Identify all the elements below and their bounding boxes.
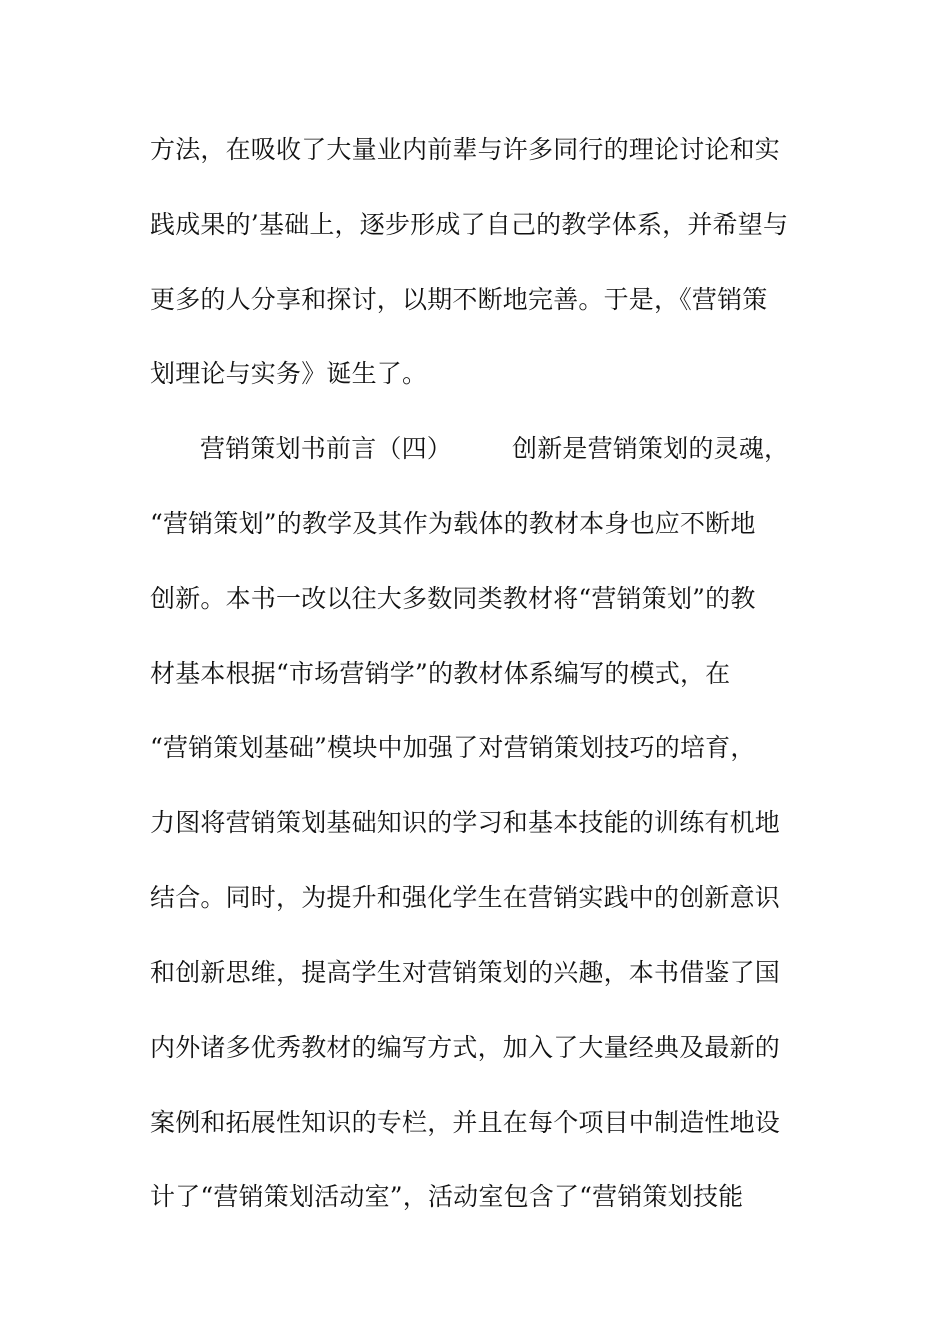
body-text-line: 结合。同时，为提升和强化学生在营销实践中的创新意识 — [150, 883, 781, 912]
body-text-line: 更多的人分享和探讨，以期不断地完善。于是，《营销策 — [150, 285, 768, 314]
body-text-line: 材基本根据“市场营销学”的教材体系编写的模式，在 — [150, 659, 731, 688]
section-heading: 营销策划书前言（四） — [200, 434, 453, 463]
section-first-sentence: 创新是营销策划的灵魂， — [512, 434, 790, 463]
body-text-line: “营销策划基础”模块中加强了对营销策划技巧的培育， — [150, 733, 756, 762]
section-intro-line — [200, 429, 860, 469]
body-text-line: 内外诸多优秀教材的编写方式，加入了大量经典及最新的 — [150, 1033, 781, 1062]
body-text-line: 方法，在吸收了大量业内前辈与许多同行的理论讨论和实 — [150, 135, 781, 164]
body-text-line: “营销策划”的教学及其作为载体的教材本身也应不断地 — [150, 509, 756, 538]
body-text-line: 和创新思维，提高学生对营销策划的兴趣，本书借鉴了国 — [150, 958, 781, 987]
body-text-line: 践成果的’基础上，逐步形成了自己的教学体系，并希望与 — [150, 210, 789, 239]
body-text-line: 案例和拓展性知识的专栏，并且在每个项目中制造性地设 — [150, 1108, 781, 1137]
body-text-line: 划理论与实务》诞生了。 — [150, 359, 428, 388]
body-text-line: 力图将营销策划基础知识的学习和基本技能的训练有机地 — [150, 808, 781, 837]
body-text-line: 创新。本书一改以往大多数同类教材将“营销策划”的教 — [150, 584, 756, 613]
body-text-line: 计了“营销策划活动室”，活动室包含了“营销策划技能 — [150, 1182, 744, 1211]
